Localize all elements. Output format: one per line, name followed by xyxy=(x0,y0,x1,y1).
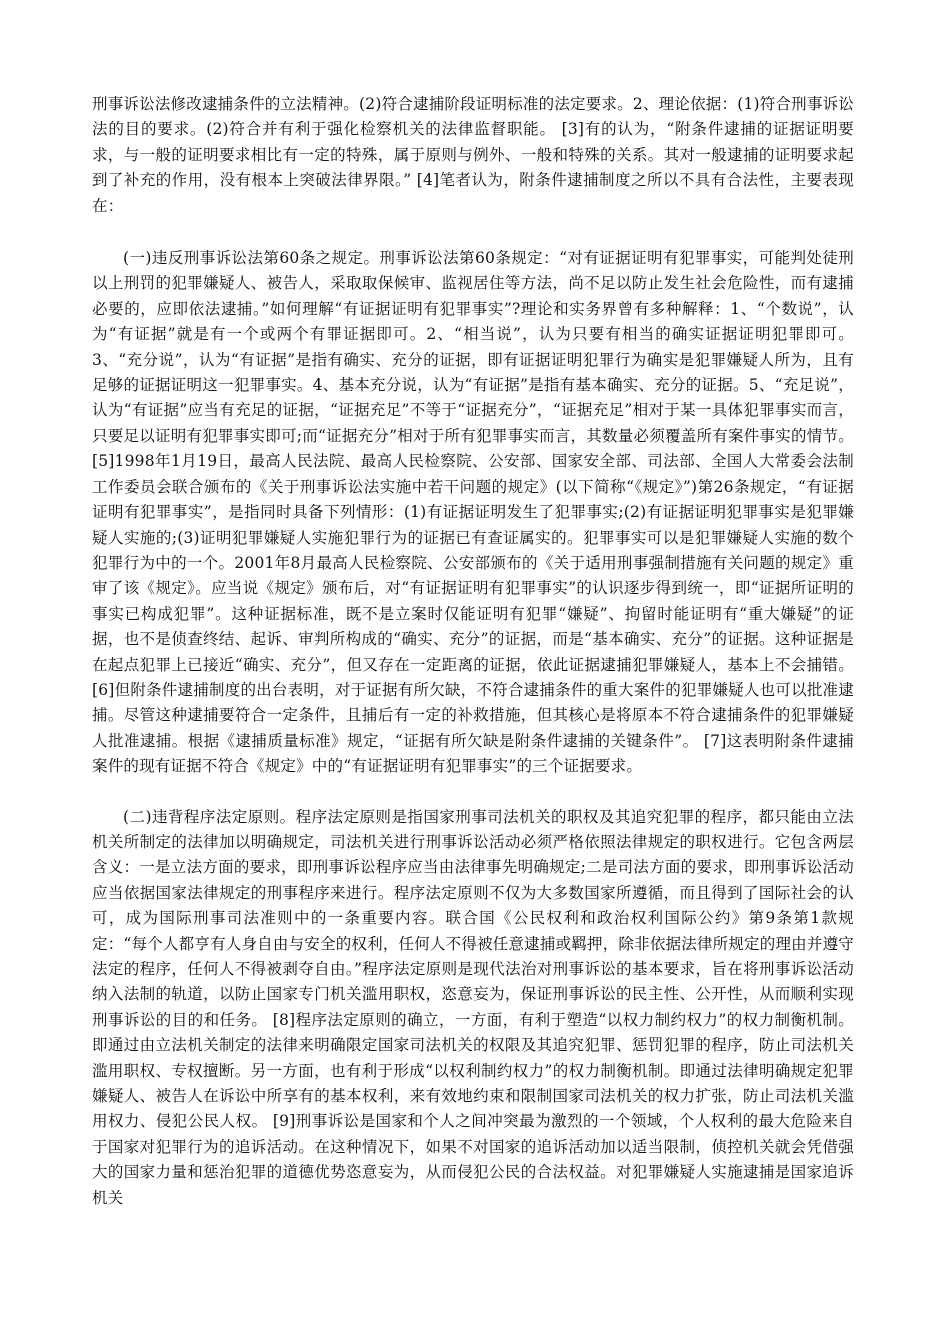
paragraph-section-two: (二)违背程序法定原则。程序法定原则是指国家刑事司法机关的职权及其追究犯罪的程序，都只能由立法机关所制定的法律加以明确规定，司法机关进行刑事诉讼活动必须严格依照法律规定的职权进行。它包含两层含义：一是立法方面的要求，即刑事诉讼程序应当由法律事先明确规定;二是司法方面的要求，即刑事诉讼活动应当依据国家法律规定的刑事程序来进行。程序法定原则不仅为大多数国家所遵循，而且得到了国际社会的认可，成为国际刑事司法准则中的一条重要内容。联合国《公民权利和政治权利国际公约》第9条第1款规定：“每个人都亨有人身自由与安全的权利，任何人不得被任意逮捕或羁押，除非依据法律所规定的理由并遵守法定的程序，任何人不得被剥夺自由。”程序法定原则是现代法治对刑事诉讼的基本要求，旨在将刑事诉讼活动纳入法制的轨道，以防止国家专门机关滥用职权，恣意妄为，保证刑事诉讼的民主性、公开性，从而顺利实现刑事诉讼的目的和任务。 [8]程序法定原则的确立，一方面，有利于塑造“以权力制约权力”的权力制衡机制。即通过由立法机关制定的法律来明确限定国家司法机关的权限及其追究犯罪、惩罚犯罪的程序，防止司法机关滥用职权、专权擅断。另一方面，也有利于形成“以权利制约权力”的权力制衡机制。即通过法律明确规定犯罪嫌疑人、被告人在诉讼中所享有的基本权利，来有效地约束和限制国家司法机关的权力扩张，防止司法机关滥用权力、侵犯公民人权。 [9]刑事诉讼是国家和个人之间冲突最为激烈的一个领域，个人权利的最大危险来自于国家对犯罪行为的追诉活动。在这种情况下，如果不对国家的追诉活动加以适当限制，侦控机关就会凭借强大的国家力量和惩治犯罪的道德优势恣意妄为，从而侵犯公民的合法权益。对犯罪嫌疑人实施逮捕是国家追诉机关 xyxy=(92,807,854,1207)
paragraph-intro: 刑事诉讼法修改逮捕条件的立法精神。(2)符合逮捕阶段证明标准的法定要求。2、理论依据：(1)符合刑事诉讼法的目的要求。(2)符合并有利于强化检察机关的法律监督职能。 [3]有的认为，“附条件逮捕的证据证明要求，与一般的证明要求相比有一定的特殊，属于原则与例外、一般和特殊的关系。其对一般逮捕的证明要求起到了补充的作用，没有根本上突破法律界限。” [4]笔者认为，附条件逮捕制度之所以不具有合法性，主要表现在： xyxy=(92,95,854,215)
paragraph-spacer xyxy=(92,219,854,246)
document-page xyxy=(92,92,854,1211)
paragraph-section-one: (一)违反刑事诉讼法第60条之规定。刑事诉讼法第60条规定：“对有证据证明有犯罪事实，可能判处徒刑以上刑罚的犯罪嫌疑人、被告人，采取取保候审、监视居住等方法，尚不足以防止发生社会危险性，而有逮捕必要的，应即依法逮捕。”如何理解“有证据证明有犯罪事实”?理论和实务界曾有多种解释：1、“个数说”，认为“有证据”就是有一个或两个有罪证据即可。2、“相当说”，认为只要有相当的确实证据证明犯罪即可。3、“充分说”，认为“有证据”是指有确实、充分的证据，即有证据证明犯罪行为确实是犯罪嫌疑人所为，且有足够的证据证明这一犯罪事实。4、基本充分说，认为“有证据”是指有基本确实、充分的证据。5、“充足说”，认为“有证据”应当有充足的证据，“证据充足”不等于“证据充分”，“证据充足”相对于某一具体犯罪事实而言，只要足以证明有犯罪事实即可;而“证据充分”相对于所有犯罪事实而言，其数量必须覆盖所有案件事实的情节。 [5]1998年1月19日，最高人民法院、最高人民检察院、公安部、国家安全部、司法部、全国人大常委会法制工作委员会联合颁布的《关于刑事诉讼法实施中若干问题的规定》(以下简称“《规定》”)第26条规定，“有证据证明有犯罪事实”，是指同时具备下列情形：(1)有证据证明发生了犯罪事实;(2)有证据证明犯罪事实是犯罪嫌疑人实施的;(3)证明犯罪嫌疑人实施犯罪行为的证据已有查证属实的。犯罪事实可以是犯罪嫌疑人实施的数个犯罪行为中的一个。2001年8月最高人民检察院、公安部颁布的《关于适用刑事强制措施有关问题的规定》重审了该《规定》。应当说《规定》颁布后，对“有证据证明有犯罪事实”的认识逐步得到统一，即“证据所证明的事实已构成犯罪”。这种证据标准，既不是立案时仅能证明有犯罪“嫌疑”、拘留时能证明有“重大嫌疑”的证据，也不是侦查终结、起诉、审判所构成的“确实、充分”的证据，而是“基本确实、充分”的证据。这种证据是在起点犯罪上已接近“确实、充分”，但又存在一定距离的证据，依此证据逮捕犯罪嫌疑人，基本上不会捕错。 [6]但附条件逮捕制度的出台表明，对于证据有所欠缺，不符合逮捕条件的重大案件的犯罪嫌疑人也可以批准逮捕。尽管这种逮捕要符合一定条件，且捕后有一定的补救措施，但其核心是将原本不符合逮捕条件的犯罪嫌疑人批准逮捕。根据《逮捕质量标准》规定，“证据有所欠缺是附条件逮捕的关键条件”。 [7]这表明附条件逮捕案件的现有证据不符合《规定》中的“有证据证明有犯罪事实”的三个证据要求。 xyxy=(92,249,854,776)
paragraph-spacer xyxy=(92,780,854,805)
